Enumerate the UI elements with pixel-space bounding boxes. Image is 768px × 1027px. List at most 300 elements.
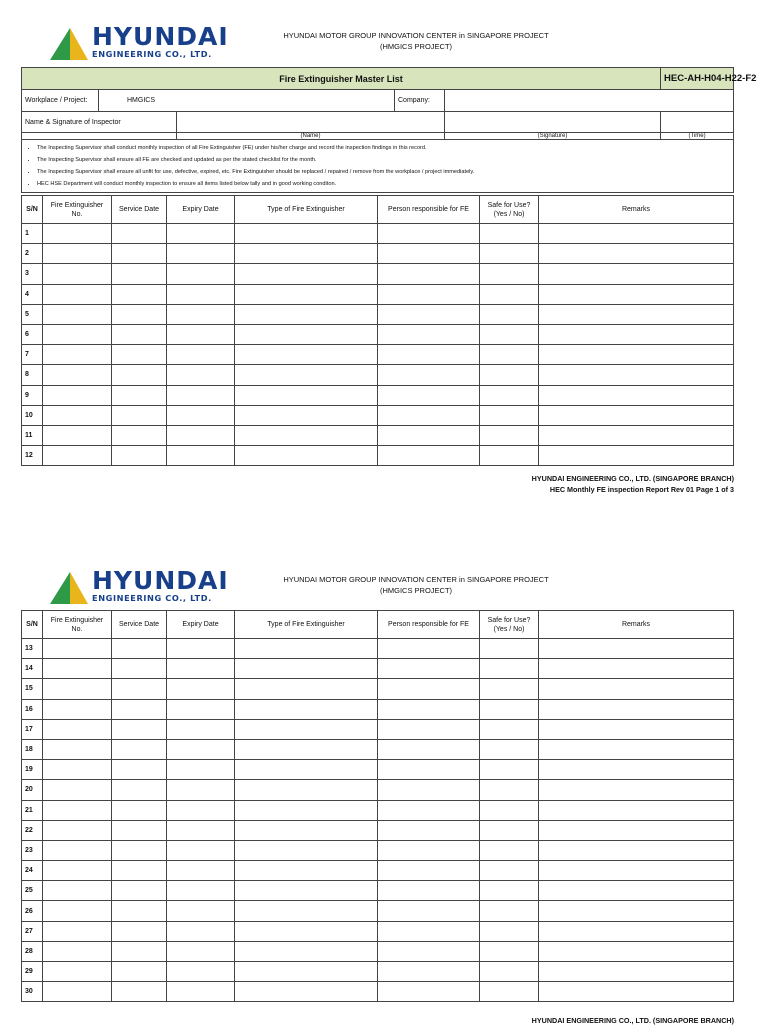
cell-service-date[interactable] [112, 881, 167, 901]
cell-fe-no[interactable] [43, 284, 112, 304]
cell-fe-no[interactable] [43, 264, 112, 284]
table-row [22, 941, 734, 961]
row-number: 5 [22, 304, 43, 324]
cell-remarks[interactable] [539, 719, 734, 739]
cell-person[interactable] [378, 780, 480, 800]
cell-remarks[interactable] [539, 446, 734, 466]
cell-safe[interactable] [480, 840, 539, 860]
cell-fe-no[interactable] [43, 425, 112, 445]
sublabel-blank [22, 133, 177, 140]
cell-fe-no[interactable] [43, 760, 112, 780]
cell-service-date[interactable] [112, 840, 167, 860]
project-line-1: HYUNDAI MOTOR GROUP INNOVATION CENTER in SINGAPORE PROJECT [283, 575, 549, 584]
col-remarks: Remarks [539, 196, 734, 224]
cell-expiry-date[interactable] [167, 921, 235, 941]
cell-remarks[interactable] [539, 941, 734, 961]
table-row [22, 244, 734, 264]
table-row [22, 982, 734, 1002]
cell-remarks[interactable] [539, 304, 734, 324]
cell-service-date[interactable] [112, 820, 167, 840]
cell-type[interactable] [235, 840, 378, 860]
instruction-item: • The Inspecting Supervisor shall conduct monthly inspection of all Fire Extinguisher (FE) under his/her charge and record the inspection findings in this record. [37, 142, 728, 154]
project-heading [250, 30, 582, 52]
cell-person[interactable] [378, 224, 480, 244]
cell-fe-no[interactable] [43, 405, 112, 425]
workplace-label: Workplace / Project: [22, 90, 99, 112]
cell-expiry-date[interactable] [167, 446, 235, 466]
company-field[interactable] [445, 90, 734, 112]
cell-service-date[interactable] [112, 962, 167, 982]
col-person: Person responsible for FE [378, 611, 480, 639]
cell-safe[interactable] [480, 760, 539, 780]
table-row [22, 699, 734, 719]
cell-remarks[interactable] [539, 739, 734, 759]
cell-safe[interactable] [480, 901, 539, 921]
table-row [22, 446, 734, 466]
table-row [22, 760, 734, 780]
cell-person[interactable] [378, 345, 480, 365]
inspector-name-field[interactable] [177, 112, 445, 133]
cell-expiry-date[interactable] [167, 264, 235, 284]
cell-service-date[interactable] [112, 224, 167, 244]
cell-safe[interactable] [480, 365, 539, 385]
cell-remarks[interactable] [539, 639, 734, 659]
cell-expiry-date[interactable] [167, 699, 235, 719]
project-line-1: HYUNDAI MOTOR GROUP INNOVATION CENTER in SINGAPORE PROJECT [283, 31, 549, 40]
cell-service-date[interactable] [112, 941, 167, 961]
table-row [22, 425, 734, 445]
cell-expiry-date[interactable] [167, 962, 235, 982]
row-number: 12 [22, 446, 43, 466]
table-row [22, 840, 734, 860]
row-number: 29 [22, 962, 43, 982]
cell-safe[interactable] [480, 780, 539, 800]
cell-safe[interactable] [480, 405, 539, 425]
cell-fe-no[interactable] [43, 941, 112, 961]
cell-type[interactable] [235, 365, 378, 385]
cell-remarks[interactable] [539, 365, 734, 385]
cell-safe[interactable] [480, 962, 539, 982]
cell-person[interactable] [378, 365, 480, 385]
cell-expiry-date[interactable] [167, 820, 235, 840]
cell-safe[interactable] [480, 639, 539, 659]
cell-service-date[interactable] [112, 425, 167, 445]
cell-type[interactable] [235, 639, 378, 659]
row-number: 17 [22, 719, 43, 739]
cell-remarks[interactable] [539, 760, 734, 780]
cell-fe-no[interactable] [43, 982, 112, 1002]
table-row [22, 820, 734, 840]
footer-company: HYUNDAI ENGINEERING CO., LTD. (SINGAPORE BRANCH) [531, 474, 734, 483]
table-row [22, 639, 734, 659]
cell-expiry-date[interactable] [167, 739, 235, 759]
cell-remarks[interactable] [539, 425, 734, 445]
cell-person[interactable] [378, 719, 480, 739]
row-number: 26 [22, 901, 43, 921]
cell-expiry-date[interactable] [167, 304, 235, 324]
cell-fe-no[interactable] [43, 861, 112, 881]
row-number: 15 [22, 679, 43, 699]
cell-person[interactable] [378, 639, 480, 659]
cell-fe-no[interactable] [43, 639, 112, 659]
cell-safe[interactable] [480, 244, 539, 264]
cell-person[interactable] [378, 304, 480, 324]
cell-service-date[interactable] [112, 780, 167, 800]
cell-safe[interactable] [480, 659, 539, 679]
cell-expiry-date[interactable] [167, 760, 235, 780]
cell-service-date[interactable] [112, 284, 167, 304]
cell-remarks[interactable] [539, 345, 734, 365]
cell-remarks[interactable] [539, 982, 734, 1002]
cell-fe-no[interactable] [43, 901, 112, 921]
cell-safe[interactable] [480, 679, 539, 699]
sublabel-signature: (Signature) [445, 133, 661, 140]
cell-expiry-date[interactable] [167, 881, 235, 901]
cell-person[interactable] [378, 962, 480, 982]
cell-type[interactable] [235, 921, 378, 941]
cell-safe[interactable] [480, 425, 539, 445]
cell-type[interactable] [235, 941, 378, 961]
cell-type[interactable] [235, 861, 378, 881]
cell-safe[interactable] [480, 881, 539, 901]
row-number: 13 [22, 639, 43, 659]
cell-remarks[interactable] [539, 921, 734, 941]
cell-fe-no[interactable] [43, 446, 112, 466]
cell-fe-no[interactable] [43, 921, 112, 941]
cell-type[interactable] [235, 679, 378, 699]
cell-type[interactable] [235, 244, 378, 264]
cell-remarks[interactable] [539, 405, 734, 425]
fe-table-page-2 [21, 610, 734, 1002]
cell-fe-no[interactable] [43, 820, 112, 840]
hyundai-logo [48, 566, 229, 608]
cell-safe[interactable] [480, 820, 539, 840]
cell-type[interactable] [235, 345, 378, 365]
cell-safe[interactable] [480, 699, 539, 719]
cell-expiry-date[interactable] [167, 861, 235, 881]
workplace-value[interactable]: HMGICS [99, 90, 395, 112]
cell-expiry-date[interactable] [167, 284, 235, 304]
row-number: 6 [22, 324, 43, 344]
triangle-logo-icon [48, 26, 88, 62]
fe-table-page-1 [21, 195, 734, 466]
col-fe-no: Fire Extinguisher No. [43, 196, 112, 224]
cell-service-date[interactable] [112, 385, 167, 405]
table-row [22, 304, 734, 324]
project-heading [250, 574, 582, 596]
cell-type[interactable] [235, 425, 378, 445]
cell-type[interactable] [235, 224, 378, 244]
cell-remarks[interactable] [539, 861, 734, 881]
cell-person[interactable] [378, 921, 480, 941]
cell-remarks[interactable] [539, 244, 734, 264]
cell-type[interactable] [235, 284, 378, 304]
col-fe-no: Fire Extinguisher No. [43, 611, 112, 639]
cell-remarks[interactable] [539, 224, 734, 244]
table-row [22, 901, 734, 921]
cell-person[interactable] [378, 446, 480, 466]
cell-type[interactable] [235, 820, 378, 840]
cell-remarks[interactable] [539, 901, 734, 921]
cell-type[interactable] [235, 881, 378, 901]
table-row [22, 405, 734, 425]
cell-type[interactable] [235, 901, 378, 921]
table-row [22, 719, 734, 739]
cell-person[interactable] [378, 324, 480, 344]
cell-service-date[interactable] [112, 264, 167, 284]
cell-expiry-date[interactable] [167, 385, 235, 405]
instruction-item: • The Inspecting Supervisor shall ensure all unfit for use, defective, expired, etc. Fire Extinguisher should be replaced / repaired / remove from the workplace / project immediately. [37, 166, 728, 178]
cell-expiry-date[interactable] [167, 659, 235, 679]
col-service-date: Service Date [112, 196, 167, 224]
cell-person[interactable] [378, 881, 480, 901]
row-number: 8 [22, 365, 43, 385]
col-sn: S/N [22, 196, 43, 224]
cell-type[interactable] [235, 405, 378, 425]
row-number: 20 [22, 780, 43, 800]
cell-remarks[interactable] [539, 780, 734, 800]
cell-remarks[interactable] [539, 820, 734, 840]
instruction-item: • The Inspecting Supervisor shall ensure all FE are checked and updated as per the stated checklist for the month. [37, 154, 728, 166]
cell-service-date[interactable] [112, 324, 167, 344]
row-number: 9 [22, 385, 43, 405]
cell-fe-no[interactable] [43, 304, 112, 324]
cell-fe-no[interactable] [43, 739, 112, 759]
cell-expiry-date[interactable] [167, 719, 235, 739]
cell-fe-no[interactable] [43, 840, 112, 860]
cell-type[interactable] [235, 304, 378, 324]
cell-remarks[interactable] [539, 679, 734, 699]
cell-fe-no[interactable] [43, 679, 112, 699]
row-number: 1 [22, 224, 43, 244]
cell-person[interactable] [378, 659, 480, 679]
cell-service-date[interactable] [112, 679, 167, 699]
cell-type[interactable] [235, 659, 378, 679]
cell-person[interactable] [378, 284, 480, 304]
table-row [22, 739, 734, 759]
cell-type[interactable] [235, 760, 378, 780]
table-row [22, 881, 734, 901]
cell-remarks[interactable] [539, 881, 734, 901]
cell-type[interactable] [235, 800, 378, 820]
cell-fe-no[interactable] [43, 962, 112, 982]
col-type: Type of Fire Extinguisher [235, 196, 378, 224]
row-number: 18 [22, 739, 43, 759]
cell-person[interactable] [378, 982, 480, 1002]
cell-fe-no[interactable] [43, 881, 112, 901]
cell-safe[interactable] [480, 941, 539, 961]
cell-remarks[interactable] [539, 324, 734, 344]
col-type: Type of Fire Extinguisher [235, 611, 378, 639]
cell-expiry-date[interactable] [167, 901, 235, 921]
cell-service-date[interactable] [112, 760, 167, 780]
cell-remarks[interactable] [539, 264, 734, 284]
cell-remarks[interactable] [539, 699, 734, 719]
row-number: 30 [22, 982, 43, 1002]
cell-fe-no[interactable] [43, 324, 112, 344]
cell-service-date[interactable] [112, 365, 167, 385]
cell-service-date[interactable] [112, 901, 167, 921]
cell-safe[interactable] [480, 264, 539, 284]
cell-type[interactable] [235, 739, 378, 759]
cell-person[interactable] [378, 264, 480, 284]
cell-safe[interactable] [480, 385, 539, 405]
cell-expiry-date[interactable] [167, 324, 235, 344]
cell-safe[interactable] [480, 921, 539, 941]
cell-remarks[interactable] [539, 840, 734, 860]
cell-fe-no[interactable] [43, 719, 112, 739]
cell-service-date[interactable] [112, 639, 167, 659]
cell-type[interactable] [235, 699, 378, 719]
cell-person[interactable] [378, 861, 480, 881]
form-title: Fire Extinguisher Master List [22, 68, 661, 90]
cell-person[interactable] [378, 244, 480, 264]
cell-person[interactable] [378, 739, 480, 759]
cell-expiry-date[interactable] [167, 345, 235, 365]
row-number: 21 [22, 800, 43, 820]
cell-fe-no[interactable] [43, 659, 112, 679]
fe-table-body-page-1 [22, 196, 734, 466]
cell-type[interactable] [235, 982, 378, 1002]
cell-safe[interactable] [480, 304, 539, 324]
table-row [22, 224, 734, 244]
cell-service-date[interactable] [112, 861, 167, 881]
cell-expiry-date[interactable] [167, 679, 235, 699]
cell-fe-no[interactable] [43, 699, 112, 719]
cell-service-date[interactable] [112, 699, 167, 719]
footer-company: HYUNDAI ENGINEERING CO., LTD. (SINGAPORE BRANCH) [531, 1016, 734, 1025]
cell-fe-no[interactable] [43, 780, 112, 800]
cell-safe[interactable] [480, 719, 539, 739]
cell-type[interactable] [235, 962, 378, 982]
cell-fe-no[interactable] [43, 345, 112, 365]
cell-safe[interactable] [480, 345, 539, 365]
table-row [22, 324, 734, 344]
instructions [22, 140, 734, 193]
cell-type[interactable] [235, 780, 378, 800]
cell-service-date[interactable] [112, 800, 167, 820]
cell-service-date[interactable] [112, 659, 167, 679]
inspector-label: Name & Signature of Inspector [22, 112, 177, 133]
cell-remarks[interactable] [539, 659, 734, 679]
cell-person[interactable] [378, 941, 480, 961]
cell-service-date[interactable] [112, 446, 167, 466]
cell-type[interactable] [235, 719, 378, 739]
sublabel-time: (Time) [661, 133, 734, 140]
cell-service-date[interactable] [112, 304, 167, 324]
cell-expiry-date[interactable] [167, 405, 235, 425]
cell-person[interactable] [378, 425, 480, 445]
form-header-table [21, 67, 757, 193]
row-number: 19 [22, 760, 43, 780]
cell-person[interactable] [378, 901, 480, 921]
cell-service-date[interactable] [112, 244, 167, 264]
cell-expiry-date[interactable] [167, 800, 235, 820]
cell-expiry-date[interactable] [167, 425, 235, 445]
cell-remarks[interactable] [539, 284, 734, 304]
row-number: 4 [22, 284, 43, 304]
col-service-date: Service Date [112, 611, 167, 639]
col-remarks: Remarks [539, 611, 734, 639]
cell-type[interactable] [235, 264, 378, 284]
cell-remarks[interactable] [539, 385, 734, 405]
cell-service-date[interactable] [112, 982, 167, 1002]
cell-expiry-date[interactable] [167, 780, 235, 800]
cell-type[interactable] [235, 324, 378, 344]
table-row [22, 861, 734, 881]
cell-person[interactable] [378, 385, 480, 405]
cell-expiry-date[interactable] [167, 365, 235, 385]
cell-service-date[interactable] [112, 345, 167, 365]
cell-service-date[interactable] [112, 719, 167, 739]
cell-fe-no[interactable] [43, 385, 112, 405]
form-code: HEC-AH-H04-H22-F2 [661, 68, 734, 90]
cell-person[interactable] [378, 800, 480, 820]
cell-safe[interactable] [480, 982, 539, 1002]
cell-expiry-date[interactable] [167, 244, 235, 264]
cell-service-date[interactable] [112, 739, 167, 759]
cell-safe[interactable] [480, 446, 539, 466]
row-number: 10 [22, 405, 43, 425]
cell-safe[interactable] [480, 284, 539, 304]
cell-fe-no[interactable] [43, 365, 112, 385]
cell-safe[interactable] [480, 861, 539, 881]
cell-fe-no[interactable] [43, 244, 112, 264]
cell-expiry-date[interactable] [167, 224, 235, 244]
inspector-signature-field[interactable] [445, 112, 661, 133]
inspector-time-field[interactable] [661, 112, 734, 133]
row-number: 16 [22, 699, 43, 719]
cell-remarks[interactable] [539, 962, 734, 982]
cell-type[interactable] [235, 446, 378, 466]
cell-expiry-date[interactable] [167, 840, 235, 860]
cell-type[interactable] [235, 385, 378, 405]
cell-person[interactable] [378, 820, 480, 840]
row-number: 11 [22, 425, 43, 445]
footer-page-1 [532, 474, 734, 495]
cell-remarks[interactable] [539, 800, 734, 820]
table-row [22, 385, 734, 405]
sublabel-name: (Name) [177, 133, 445, 140]
cell-expiry-date[interactable] [167, 982, 235, 1002]
cell-fe-no[interactable] [43, 800, 112, 820]
row-number: 14 [22, 659, 43, 679]
cell-person[interactable] [378, 760, 480, 780]
cell-person[interactable] [378, 840, 480, 860]
table-row [22, 780, 734, 800]
fe-table-body-page-2 [22, 611, 734, 1002]
cell-service-date[interactable] [112, 921, 167, 941]
cell-person[interactable] [378, 699, 480, 719]
cell-safe[interactable] [480, 800, 539, 820]
col-sn: S/N [22, 611, 43, 639]
table-row [22, 800, 734, 820]
cell-safe[interactable] [480, 224, 539, 244]
cell-person[interactable] [378, 679, 480, 699]
cell-service-date[interactable] [112, 405, 167, 425]
project-line-2: (HMGICS PROJECT) [379, 586, 453, 595]
cell-safe[interactable] [480, 324, 539, 344]
row-number: 25 [22, 881, 43, 901]
cell-fe-no[interactable] [43, 224, 112, 244]
cell-safe[interactable] [480, 739, 539, 759]
cell-expiry-date[interactable] [167, 941, 235, 961]
cell-expiry-date[interactable] [167, 639, 235, 659]
row-number: 24 [22, 861, 43, 881]
table-row [22, 345, 734, 365]
cell-person[interactable] [378, 405, 480, 425]
col-expiry-date: Expiry Date [167, 196, 235, 224]
